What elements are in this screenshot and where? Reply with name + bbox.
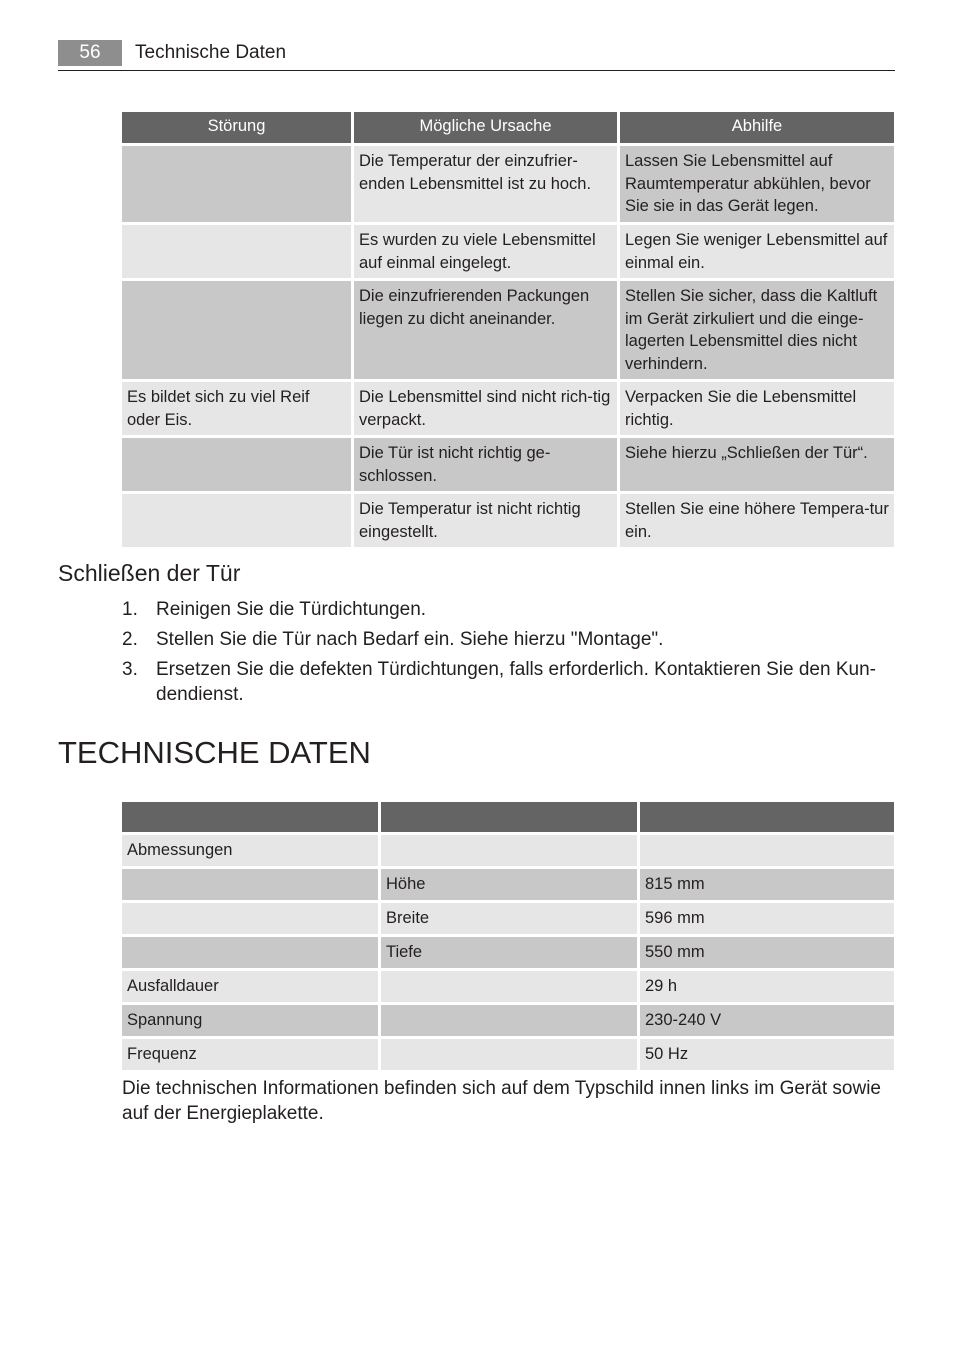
- table-row: [122, 382, 894, 435]
- spec-value-cell: 596 mm: [640, 903, 894, 934]
- remedy-cell: Siehe hierzu „Schließen der Tür“.: [620, 438, 894, 491]
- spec-value-cell: 230-240 V: [640, 1005, 894, 1036]
- spec-label-cell: [122, 903, 378, 934]
- spec-param-cell: [381, 1039, 637, 1070]
- step-text: Stellen Sie die Tür nach Bedarf ein. Siehe hierzu "Montage".: [156, 629, 664, 650]
- spec-value-cell: 815 mm: [640, 869, 894, 900]
- remedy-cell: Lassen Sie Lebensmittel auf Raumtemperatur abkühlen, bevor Sie sie in das Gerät legen.: [620, 146, 894, 222]
- step-text: Ersetzen Sie die defekten Türdichtungen, falls erforderlich. Kontaktieren Sie den Kun-dendienst.: [156, 659, 876, 705]
- table-row: [122, 1005, 894, 1036]
- table-header-row: [122, 802, 894, 832]
- spec-param-cell: [381, 835, 637, 866]
- cause-cell: Die Temperatur der einzufrier-enden Lebensmittel ist zu hoch.: [354, 146, 617, 222]
- spec-param-cell: Breite: [381, 903, 637, 934]
- step-text: Reinigen Sie die Türdichtungen.: [156, 599, 427, 620]
- spec-value-cell: [640, 835, 894, 866]
- spec-value-cell: 550 mm: [640, 937, 894, 968]
- list-item: [122, 597, 882, 622]
- remedy-cell: Legen Sie weniger Lebensmittel auf einmal ein.: [620, 225, 894, 278]
- section-title: TECHNISCHE DATEN: [58, 735, 371, 770]
- table-row: [122, 937, 894, 968]
- list-item: [122, 627, 882, 652]
- column-header: [640, 802, 894, 832]
- step-number: 1.: [122, 599, 138, 620]
- spec-value-cell: 50 Hz: [640, 1039, 894, 1070]
- technical-note: Die technischen Informationen befinden sich auf dem Typschild innen links im Gerät sowie auf der Energieplakette.: [122, 1078, 881, 1124]
- door-steps-list: [122, 597, 882, 712]
- column-header: Mögliche Ursache: [354, 112, 617, 143]
- remedy-cell: Stellen Sie sicher, dass die Kaltluft im Gerät zirkuliert und die einge-lagerten Lebensmittel dies nicht verhindern.: [620, 281, 894, 379]
- spec-param-cell: [381, 971, 637, 1002]
- remedy-cell: Stellen Sie eine höhere Tempera-tur ein.: [620, 494, 894, 547]
- table-row: [122, 835, 894, 866]
- problem-cell: [122, 146, 351, 222]
- spec-label-cell: Frequenz: [122, 1039, 378, 1070]
- column-header: Störung: [122, 112, 351, 143]
- column-header: [122, 802, 378, 832]
- problem-cell: [122, 438, 351, 491]
- cause-cell: Die Temperatur ist nicht richtig eingestellt.: [354, 494, 617, 547]
- fault-table: [119, 109, 897, 550]
- spec-value-cell: 29 h: [640, 971, 894, 1002]
- table-row: [122, 438, 894, 491]
- step-number: 3.: [122, 659, 138, 680]
- spec-param-cell: [381, 1005, 637, 1036]
- table-row: [122, 869, 894, 900]
- table-row: [122, 903, 894, 934]
- problem-cell: [122, 281, 351, 379]
- cause-cell: Die Tür ist nicht richtig ge-schlossen.: [354, 438, 617, 491]
- problem-cell: [122, 225, 351, 278]
- table-header-row: [122, 112, 894, 143]
- table-row: [122, 494, 894, 547]
- door-section-title: Schließen der Tür: [58, 560, 241, 586]
- spec-table: [119, 799, 897, 1073]
- table-row: [122, 281, 894, 379]
- table-row: [122, 1039, 894, 1070]
- problem-cell: Es bildet sich zu viel Reif oder Eis.: [122, 382, 351, 435]
- step-number: 2.: [122, 629, 138, 650]
- spec-param-cell: Tiefe: [381, 937, 637, 968]
- table-row: [122, 225, 894, 278]
- spec-label-cell: [122, 937, 378, 968]
- page-number: 56: [58, 40, 122, 66]
- column-header: Abhilfe: [620, 112, 894, 143]
- spec-param-cell: Höhe: [381, 869, 637, 900]
- cause-cell: Die einzufrierenden Packungen liegen zu dicht aneinander.: [354, 281, 617, 379]
- spec-label-cell: Abmessungen: [122, 835, 378, 866]
- table-row: [122, 971, 894, 1002]
- spec-label-cell: [122, 869, 378, 900]
- page-header: [58, 40, 895, 71]
- table-row: [122, 146, 894, 222]
- spec-label-cell: Ausfalldauer: [122, 971, 378, 1002]
- cause-cell: Die Lebensmittel sind nicht rich-tig verpackt.: [354, 382, 617, 435]
- cause-cell: Es wurden zu viele Lebensmittel auf einmal eingelegt.: [354, 225, 617, 278]
- remedy-cell: Verpacken Sie die Lebensmittel richtig.: [620, 382, 894, 435]
- problem-cell: [122, 494, 351, 547]
- spec-label-cell: Spannung: [122, 1005, 378, 1036]
- list-item: [122, 657, 882, 707]
- column-header: [381, 802, 637, 832]
- header-title: Technische Daten: [135, 42, 287, 63]
